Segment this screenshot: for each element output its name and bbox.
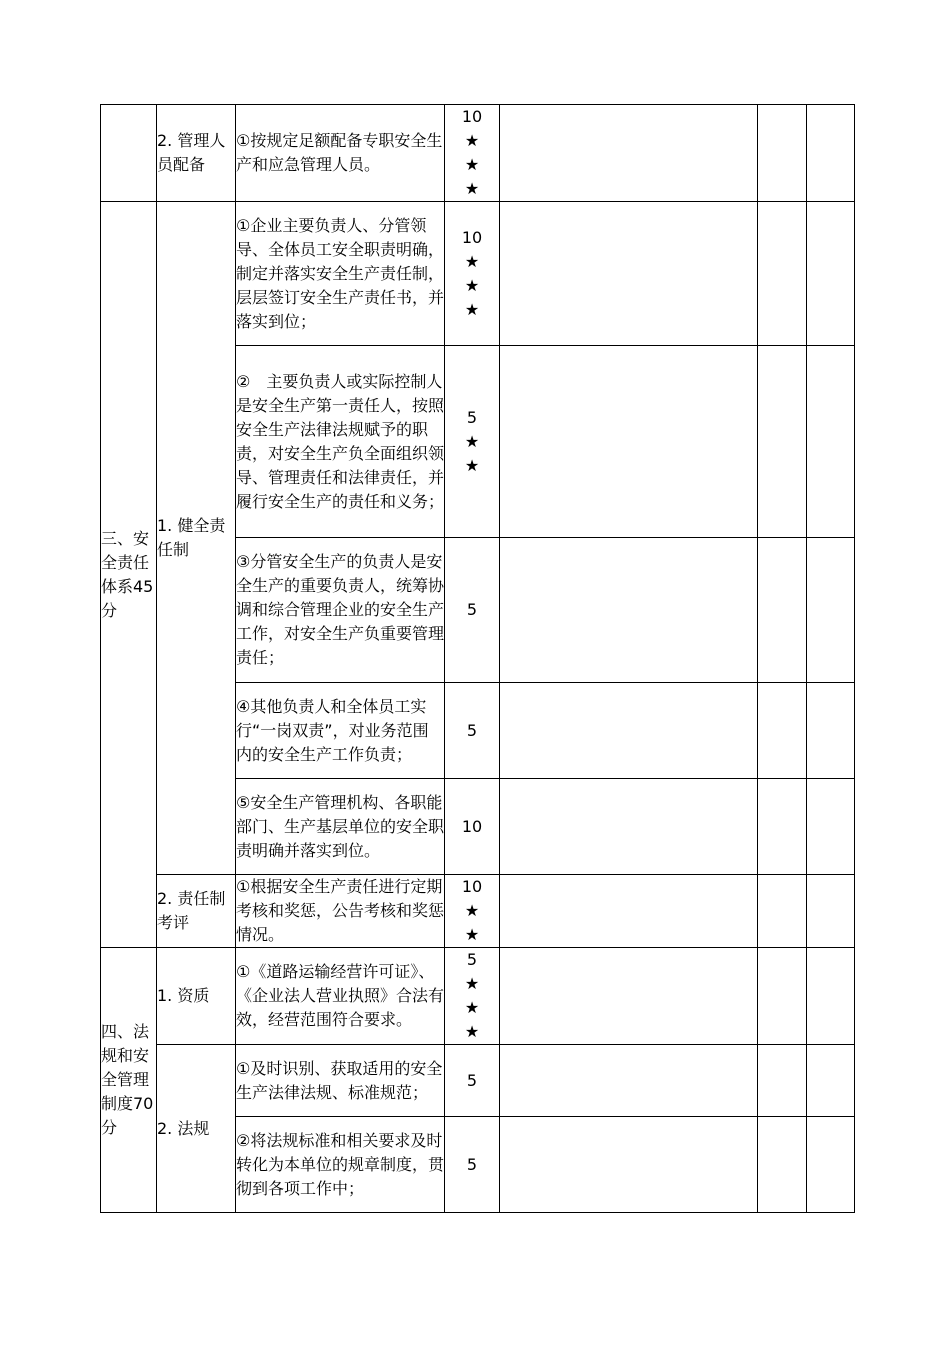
table-row — [101, 948, 855, 1045]
deduction-cell — [758, 948, 807, 1045]
evaluation-cell — [500, 875, 758, 948]
remark-cell — [807, 1045, 855, 1117]
score-value: 10 — [461, 816, 483, 836]
score-cell — [445, 683, 500, 779]
star-icon: ★ — [464, 299, 480, 319]
deduction-cell — [758, 1045, 807, 1117]
category-cell: 四、法规和安全管理制度70分 — [101, 948, 157, 1213]
score-cell — [445, 948, 500, 1045]
deduction-cell — [758, 538, 807, 683]
requirement-cell: ①根据安全生产责任进行定期考核和奖惩，公告考核和奖惩情况。 — [236, 875, 445, 948]
evaluation-cell — [500, 683, 758, 779]
star-marks — [445, 129, 499, 201]
remark-cell — [807, 875, 855, 948]
star-icon: ★ — [464, 179, 480, 198]
star-marks — [445, 250, 499, 322]
table-row — [101, 1045, 855, 1117]
score-cell — [445, 105, 500, 202]
deduction-cell — [758, 202, 807, 346]
score-value: 10 — [461, 877, 483, 896]
requirement-cell: ④其他负责人和全体员工实行“一岗双责”，对业务范围内的安全生产工作负责； — [236, 683, 445, 779]
remark-cell — [807, 105, 855, 202]
evaluation-cell — [500, 202, 758, 346]
item-cell: 2. 法规 — [157, 1045, 236, 1213]
evaluation-cell — [500, 948, 758, 1045]
star-icon: ★ — [464, 998, 480, 1017]
remark-cell — [807, 1117, 855, 1213]
score-cell — [445, 875, 500, 948]
remark-cell — [807, 683, 855, 779]
score-cell — [445, 779, 500, 875]
evaluation-cell — [500, 1117, 758, 1213]
item-cell: 1. 健全责任制 — [157, 202, 236, 875]
item-cell: 2. 管理人员配备 — [157, 105, 236, 202]
category-cell: 三、安全责任体系45分 — [101, 202, 157, 948]
score-cell — [445, 1045, 500, 1117]
table-row — [101, 875, 855, 948]
item-cell: 1. 资质 — [157, 948, 236, 1045]
remark-cell — [807, 779, 855, 875]
score-cell — [445, 538, 500, 683]
remark-cell — [807, 346, 855, 538]
star-marks — [445, 899, 499, 947]
score-value: 5 — [466, 1154, 478, 1174]
score-value: 10 — [461, 107, 483, 126]
star-icon: ★ — [464, 131, 480, 150]
star-icon: ★ — [464, 901, 480, 920]
score-value: 5 — [466, 1070, 478, 1090]
star-icon: ★ — [464, 251, 480, 271]
score-cell — [445, 202, 500, 346]
evaluation-table — [100, 104, 855, 1213]
requirement-cell: ② 主要负责人或实际控制人是安全生产第一责任人，按照安全生产法律法规赋予的职责，对安全生产负全面组织领导、管理责任和法律责任，并履行安全生产的责任和义务； — [236, 346, 445, 538]
evaluation-cell — [500, 779, 758, 875]
star-icon: ★ — [464, 974, 480, 993]
deduction-cell — [758, 779, 807, 875]
star-icon: ★ — [464, 1022, 480, 1041]
requirement-cell: ③分管安全生产的负责人是安全生产的重要负责人，统筹协调和综合管理企业的安全生产工作，对安全生产负重要管理责任； — [236, 538, 445, 683]
star-icon: ★ — [464, 455, 480, 475]
star-marks — [445, 972, 499, 1044]
score-cell — [445, 346, 500, 538]
score-value: 5 — [466, 600, 478, 619]
requirement-cell: ⑤安全生产管理机构、各职能部门、生产基层单位的安全职责明确并落实到位。 — [236, 779, 445, 875]
evaluation-cell — [500, 105, 758, 202]
deduction-cell — [758, 105, 807, 202]
deduction-cell — [758, 1117, 807, 1213]
score-value: 5 — [466, 407, 478, 427]
star-icon: ★ — [464, 275, 480, 295]
evaluation-cell — [500, 538, 758, 683]
evaluation-cell — [500, 1045, 758, 1117]
item-cell: 2. 责任制考评 — [157, 875, 236, 948]
requirement-cell: ②将法规标准和相关要求及时转化为本单位的规章制度，贯彻到各项工作中； — [236, 1117, 445, 1213]
requirement-cell: ①企业主要负责人、分管领导、全体员工安全职责明确，制定并落实安全生产责任制，层层签订安全生产责任书，并落实到位； — [236, 202, 445, 346]
table-row — [101, 202, 855, 346]
deduction-cell — [758, 683, 807, 779]
remark-cell — [807, 538, 855, 683]
requirement-cell: ①及时识别、获取适用的安全生产法律法规、标准规范； — [236, 1045, 445, 1117]
remark-cell — [807, 202, 855, 346]
evaluation-cell — [500, 346, 758, 538]
category-cell — [101, 105, 157, 202]
requirement-cell: ①按规定足额配备专职安全生产和应急管理人员。 — [236, 105, 445, 202]
score-value: 5 — [466, 950, 478, 969]
table-row — [101, 105, 855, 202]
requirement-cell: ①《道路运输经营许可证》、《企业法人营业执照》合法有效，经营范围符合要求。 — [236, 948, 445, 1045]
deduction-cell — [758, 875, 807, 948]
star-icon: ★ — [464, 925, 480, 944]
score-value: 10 — [461, 227, 483, 247]
star-marks — [445, 430, 499, 478]
deduction-cell — [758, 346, 807, 538]
remark-cell — [807, 948, 855, 1045]
star-icon: ★ — [464, 155, 480, 174]
score-cell — [445, 1117, 500, 1213]
star-icon: ★ — [464, 431, 480, 451]
score-value: 5 — [466, 720, 478, 740]
